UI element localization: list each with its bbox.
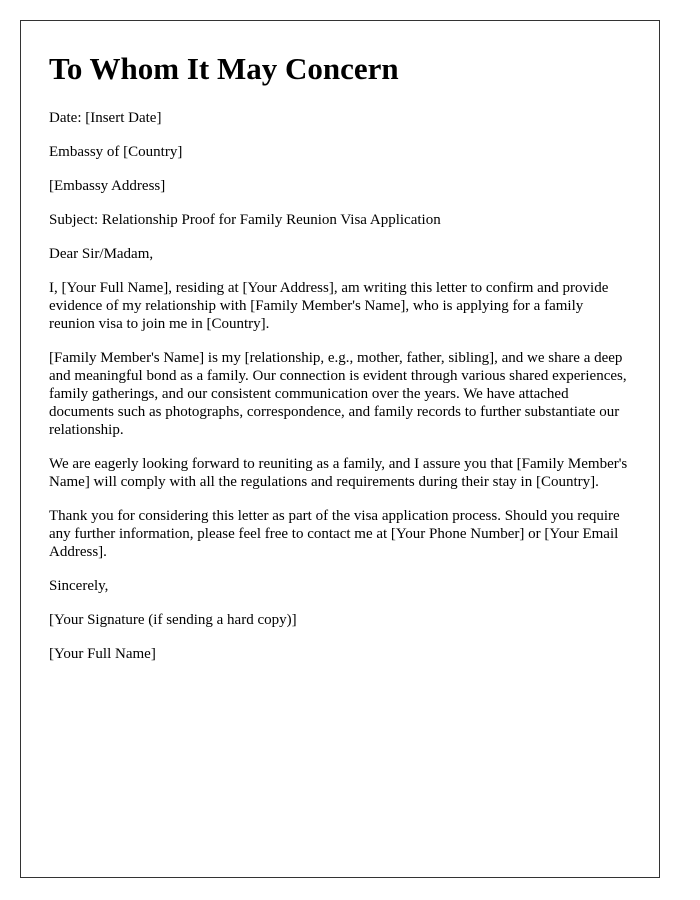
embassy-address-line: [Embassy Address]	[49, 178, 166, 194]
body-paragraph-thanks: Thank you for considering this letter as part of the visa application process. Should you require any further information, please feel free to contact me at [Your Phone Number] or [Your Email Address].	[49, 508, 620, 560]
letter-page	[20, 20, 660, 878]
salutation: Dear Sir/Madam,	[49, 246, 154, 262]
body-paragraph-relationship: [Family Member's Name] is my [relationship, e.g., mother, father, sibling], and we share a deep and meaningful bond as a family. Our connection is evident through various shared experiences, family gatherings, and our consistent communication over the years. We have attached documents such as photographs, correspondence, and family records to further substantiate our relationship.	[49, 350, 627, 438]
signature-line: [Your Signature (if sending a hard copy)]	[49, 612, 297, 628]
body-paragraph-intro: I, [Your Full Name], residing at [Your Address], am writing this letter to confirm and provide evidence of my relationship with [Family Member's Name], who is applying for a family reunion visa to join me in [Country].	[49, 280, 609, 332]
body-paragraph-compliance: We are eagerly looking forward to reuniting as a family, and I assure you that [Family Member's Name] will comply with all the regulations and requirements during their stay in [Country].	[49, 456, 628, 490]
letter-title: To Whom It May Concern	[49, 51, 399, 86]
closing: Sincerely,	[49, 578, 109, 594]
full-name-line: [Your Full Name]	[49, 646, 156, 662]
subject-line: Subject: Relationship Proof for Family Reunion Visa Application	[49, 212, 441, 228]
embassy-line: Embassy of [Country]	[49, 144, 183, 160]
date-line: Date: [Insert Date]	[49, 110, 162, 126]
